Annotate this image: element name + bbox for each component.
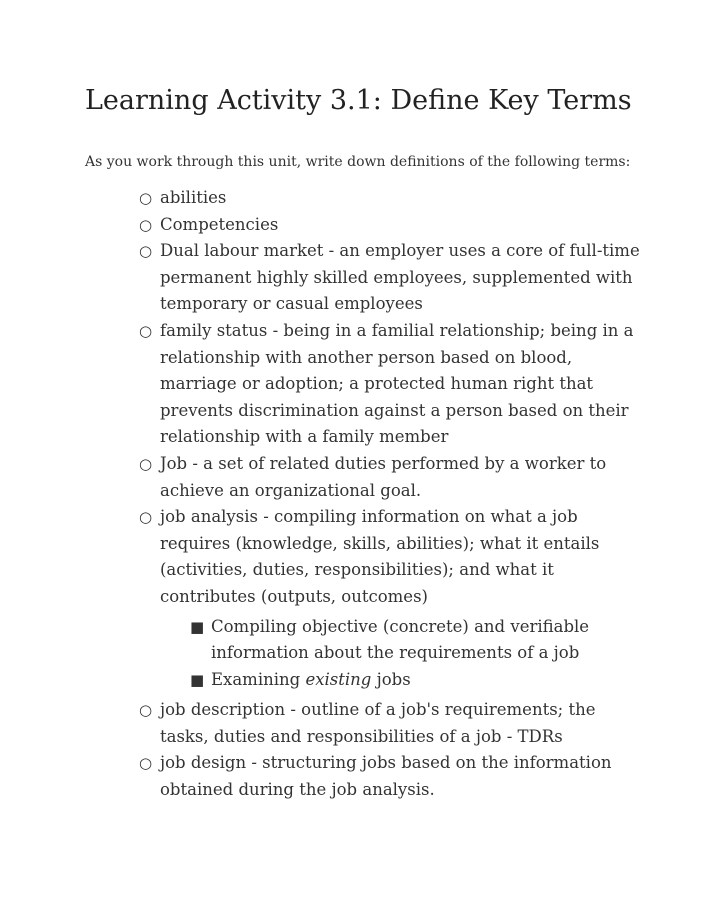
page-title: Learning Activity 3.1: Define Key Terms	[85, 85, 632, 116]
sub-item-text: Compiling objective (concrete) and verifiable information about the requirements of a job	[211, 616, 590, 663]
square-bullet-icon: ■	[190, 670, 205, 689]
list-item	[139, 504, 645, 693]
list-item	[139, 750, 645, 803]
circle-bullet-icon: ○	[139, 754, 153, 773]
intro-text: As you work through this unit, write down definitions of the following terms:	[85, 154, 631, 170]
term-text: job design - structuring jobs based on the information obtained during the job analysis.	[160, 753, 612, 800]
list-item	[139, 212, 645, 239]
sub-list-item	[190, 667, 645, 694]
list-item	[139, 697, 645, 750]
circle-bullet-icon: ○	[139, 508, 153, 527]
circle-bullet-icon: ○	[139, 321, 153, 340]
document-page	[85, 82, 645, 804]
circle-bullet-icon: ○	[139, 215, 153, 234]
sub-item-text-start: Examining	[211, 669, 306, 689]
term-text: Job - a set of related duties performed by a worker to achieve an organizational goal.	[160, 453, 607, 500]
sub-item-text-end: jobs	[371, 669, 411, 689]
job-analysis-sublist	[160, 614, 645, 694]
terms-list	[85, 185, 645, 804]
sub-list-item	[190, 614, 645, 667]
circle-bullet-icon: ○	[139, 701, 153, 720]
term-text: abilities	[160, 188, 227, 207]
sub-item-emphasis: existing	[305, 669, 372, 689]
term-text: job description - outline of a job's requirements; the tasks, duties and responsibilities of a job - TDRs	[160, 700, 596, 746]
circle-bullet-icon: ○	[139, 189, 153, 207]
list-item	[139, 185, 645, 212]
list-item	[139, 451, 645, 504]
circle-bullet-icon: ○	[139, 454, 153, 473]
term-text: Competencies	[160, 214, 279, 234]
square-bullet-icon: ■	[190, 617, 205, 636]
term-text: family status - being in a familial relationship; being in a relationship with another person based on blood, marriage or adoption; a protected human right that prevents discrimination against a person based on their relationship with a family member	[160, 320, 634, 447]
list-item	[139, 238, 645, 318]
term-text: Dual labour market - an employer uses a core of full-time permanent highly skilled employees, supplemented with temporary or casual employees	[160, 241, 640, 314]
circle-bullet-icon: ○	[139, 242, 153, 261]
term-text: job analysis - compiling information on what a job requires (knowledge, skills, abilities); what it entails (activities, duties, responsibilities); and what it contributes (outputs, outcomes)	[160, 507, 600, 606]
list-item	[139, 318, 645, 451]
